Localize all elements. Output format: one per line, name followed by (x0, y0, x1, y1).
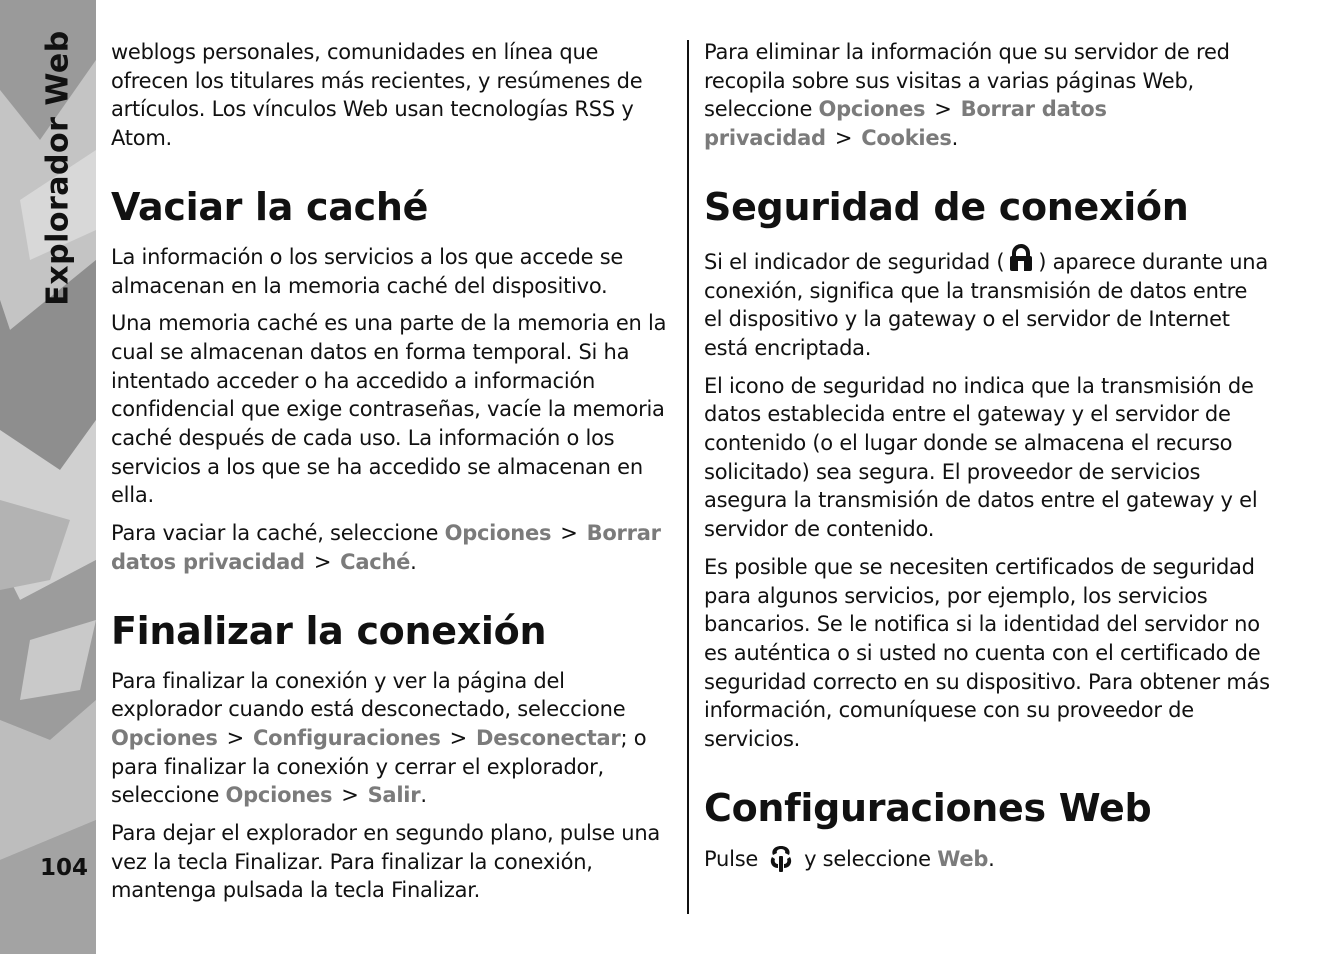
heading-seguridad-conexion: Seguridad de conexión (704, 184, 1189, 229)
menu-salir: Salir (367, 783, 421, 808)
menu-desconectar: Desconectar (476, 725, 621, 750)
sidebar (0, 0, 96, 954)
menu-opciones: Opciones (111, 725, 218, 750)
text: . (410, 549, 417, 574)
text: ) aparece durante una conexión, significa que la transmisión de datos entre el dispositivo y la gateway o el servidor de Internet está encriptada. (704, 249, 1268, 360)
menu-configuraciones: Configuraciones (253, 725, 441, 750)
menu-separator: > (834, 126, 853, 151)
paragraph-cache-2: Una memoria caché es una parte de la memoria en la cual se almacenan datos en forma temporal. Si ha intentado acceder o ha accedido a información confidencial que exige contraseñas, vacíe la memoria caché después de cada uso. La información o los servicios a los que se ha accedido se almacenan en ella. (111, 311, 667, 508)
text: ; o para finalizar la conexión y cerrar el explorador, seleccione (111, 725, 647, 808)
right-column (704, 38, 1270, 883)
menu-cache: Caché (340, 549, 411, 574)
text: Para eliminar la información que su servidor de red recopila sobre sus visitas a varias páginas Web, seleccione (704, 40, 1230, 122)
paragraph-seguridad-1 (704, 243, 1270, 363)
text: Para finalizar la conexión y ver la página del explorador cuando está desconectado, seleccione (111, 668, 626, 722)
menu-separator: > (449, 725, 468, 750)
paragraph-cache-1: La información o los servicios a los que accede se almacenan en la memoria caché del dispositivo. (111, 244, 624, 298)
text: . (420, 783, 427, 808)
column-divider (687, 40, 689, 914)
heading-finalizar-conexion: Finalizar la conexión (111, 608, 547, 653)
menu-opciones: Opciones (225, 783, 333, 808)
paragraph-finalizar-1 (111, 667, 677, 811)
lock-icon (1005, 243, 1037, 273)
menu-separator: > (313, 549, 332, 574)
heading-vaciar-cache: Vaciar la caché (111, 184, 429, 229)
text: Si el indicador de seguridad ( (704, 249, 1005, 274)
paragraph-seguridad-2: El icono de seguridad no indica que la transmisión de datos establecida entre el gateway y el servidor de contenido (o el lugar donde se almacena el recurso solicitado) sea segura. El proveedor de servicios asegura la transmisión de datos entre el gateway y el servidor de contenido. (704, 373, 1258, 542)
paragraph-cache-3 (111, 519, 677, 576)
intro-paragraph: weblogs personales, comunidades en línea que ofrecen los titulares más recientes, y resúmenes de artículos. Los vínculos Web usan tecnologías RSS y Atom. (111, 40, 643, 151)
menu-key-icon (768, 844, 794, 874)
menu-separator: > (934, 97, 952, 122)
section-tab-title: Explorador Web (40, 30, 76, 306)
menu-separator: > (226, 725, 245, 750)
paragraph-cookies (704, 38, 1270, 153)
menu-borrar-datos: Borrar datos privacidad (111, 521, 661, 574)
menu-separator: > (560, 521, 578, 546)
menu-borrar-datos: Borrar datos privacidad (704, 97, 1107, 151)
text: . (951, 126, 959, 151)
text: y seleccione (804, 846, 938, 871)
left-column (111, 38, 677, 914)
menu-opciones: Opciones (818, 97, 926, 122)
text: Pulse (704, 846, 759, 871)
paragraph-finalizar-2: Para dejar el explorador en segundo plano, pulse una vez la tecla Finalizar. Para finalizar la conexión, mantenga pulsada la tecla Finalizar. (111, 821, 661, 903)
menu-web: Web (937, 846, 989, 871)
menu-cookies: Cookies (861, 126, 952, 151)
text: . (988, 846, 995, 871)
page-number: 104 (40, 855, 89, 881)
paragraph-configuraciones (704, 844, 1270, 874)
text: Para vaciar la caché, seleccione (111, 521, 445, 546)
paragraph-seguridad-3: Es posible que se necesiten certificados de seguridad para algunos servicios, por ejemplo, los servicios bancarios. Se le notifica si la identidad del servidor no es auténtica o si usted no cuenta con el certificado de seguridad correcto en su dispositivo. Para obtener más información, comuníquese con su proveedor de servicios. (704, 554, 1270, 752)
menu-separator: > (341, 783, 359, 808)
heading-configuraciones-web: Configuraciones Web (704, 785, 1152, 830)
menu-opciones: Opciones (444, 521, 552, 546)
